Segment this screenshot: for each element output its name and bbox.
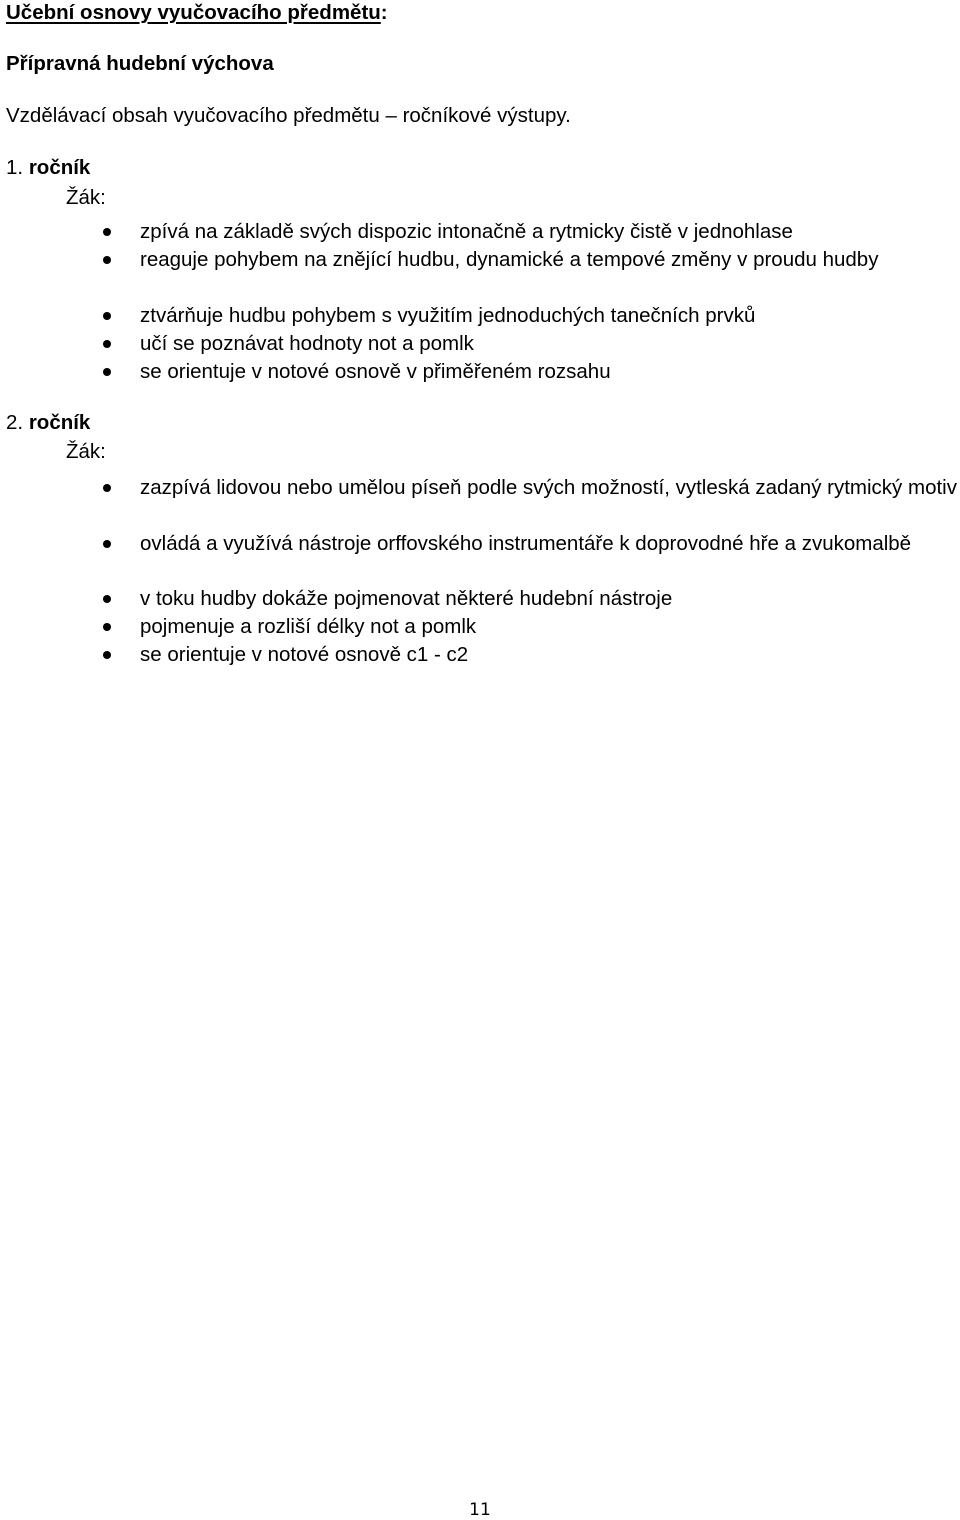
- page-number: 11: [469, 1500, 491, 1520]
- grade-2-heading: [6, 413, 90, 434]
- intro-text: Vzdělávací obsah vyučovacího předmětu – ročníkové výstupy.: [6, 104, 571, 127]
- subject-name: Přípravná hudební výchova: [6, 52, 274, 75]
- grade-2-number: 2.: [6, 411, 24, 434]
- bullet-icon: [103, 484, 111, 492]
- bullet-icon: [103, 340, 111, 348]
- grade-2-student-label: Žák:: [66, 440, 106, 463]
- grade-2-item-5: se orientuje v notové osnově c1 - c2: [140, 643, 469, 666]
- document-title-text: Učební osnovy vyučovacího předmětu: [6, 1, 381, 24]
- document-title: [6, 3, 388, 24]
- grade-1-item-1: zpívá na základě svých dispozic intonačně a rytmicky čistě v jednohlase: [140, 220, 793, 243]
- grade-2-item-4: pojmenuje a rozliší délky not a pomlk: [140, 615, 477, 638]
- grade-1-item-2: reaguje pohybem na znějící hudbu, dynamické a tempové změny v proudu hudby: [140, 248, 879, 271]
- grade-1-student-label: Žák:: [66, 186, 106, 209]
- grade-2-item-2: ovládá a využívá nástroje orffovského instrumentáře k doprovodné hře a zvukomalbě: [140, 532, 912, 555]
- bullet-icon: [103, 228, 111, 236]
- bullet-icon: [103, 595, 111, 603]
- grade-1-label: ročník: [28, 156, 91, 179]
- bullet-icon: [103, 540, 111, 548]
- grade-1-heading: [6, 158, 90, 179]
- grade-1-item-3: ztvárňuje hudbu pohybem s využitím jednoduchých tanečních prvků: [140, 304, 756, 327]
- bullet-icon: [103, 368, 111, 376]
- grade-1-item-5: se orientuje v notové osnově v přiměřeném rozsahu: [140, 360, 611, 383]
- bullet-icon: [103, 623, 111, 631]
- grade-2-item-3: v toku hudby dokáže pojmenovat některé hudební nástroje: [140, 587, 673, 610]
- grade-2-item-1: zazpívá lidovou nebo umělou píseň podle svých možností, vytleská zadaný rytmický motiv: [140, 476, 957, 499]
- grade-2-label: ročník: [28, 411, 91, 434]
- bullet-icon: [103, 312, 111, 320]
- document-title-colon: :: [380, 1, 388, 24]
- grade-1-number: 1.: [6, 156, 24, 179]
- bullet-icon: [103, 651, 111, 659]
- bullet-icon: [103, 256, 111, 264]
- grade-1-item-4: učí se poznávat hodnoty not a pomlk: [140, 332, 474, 355]
